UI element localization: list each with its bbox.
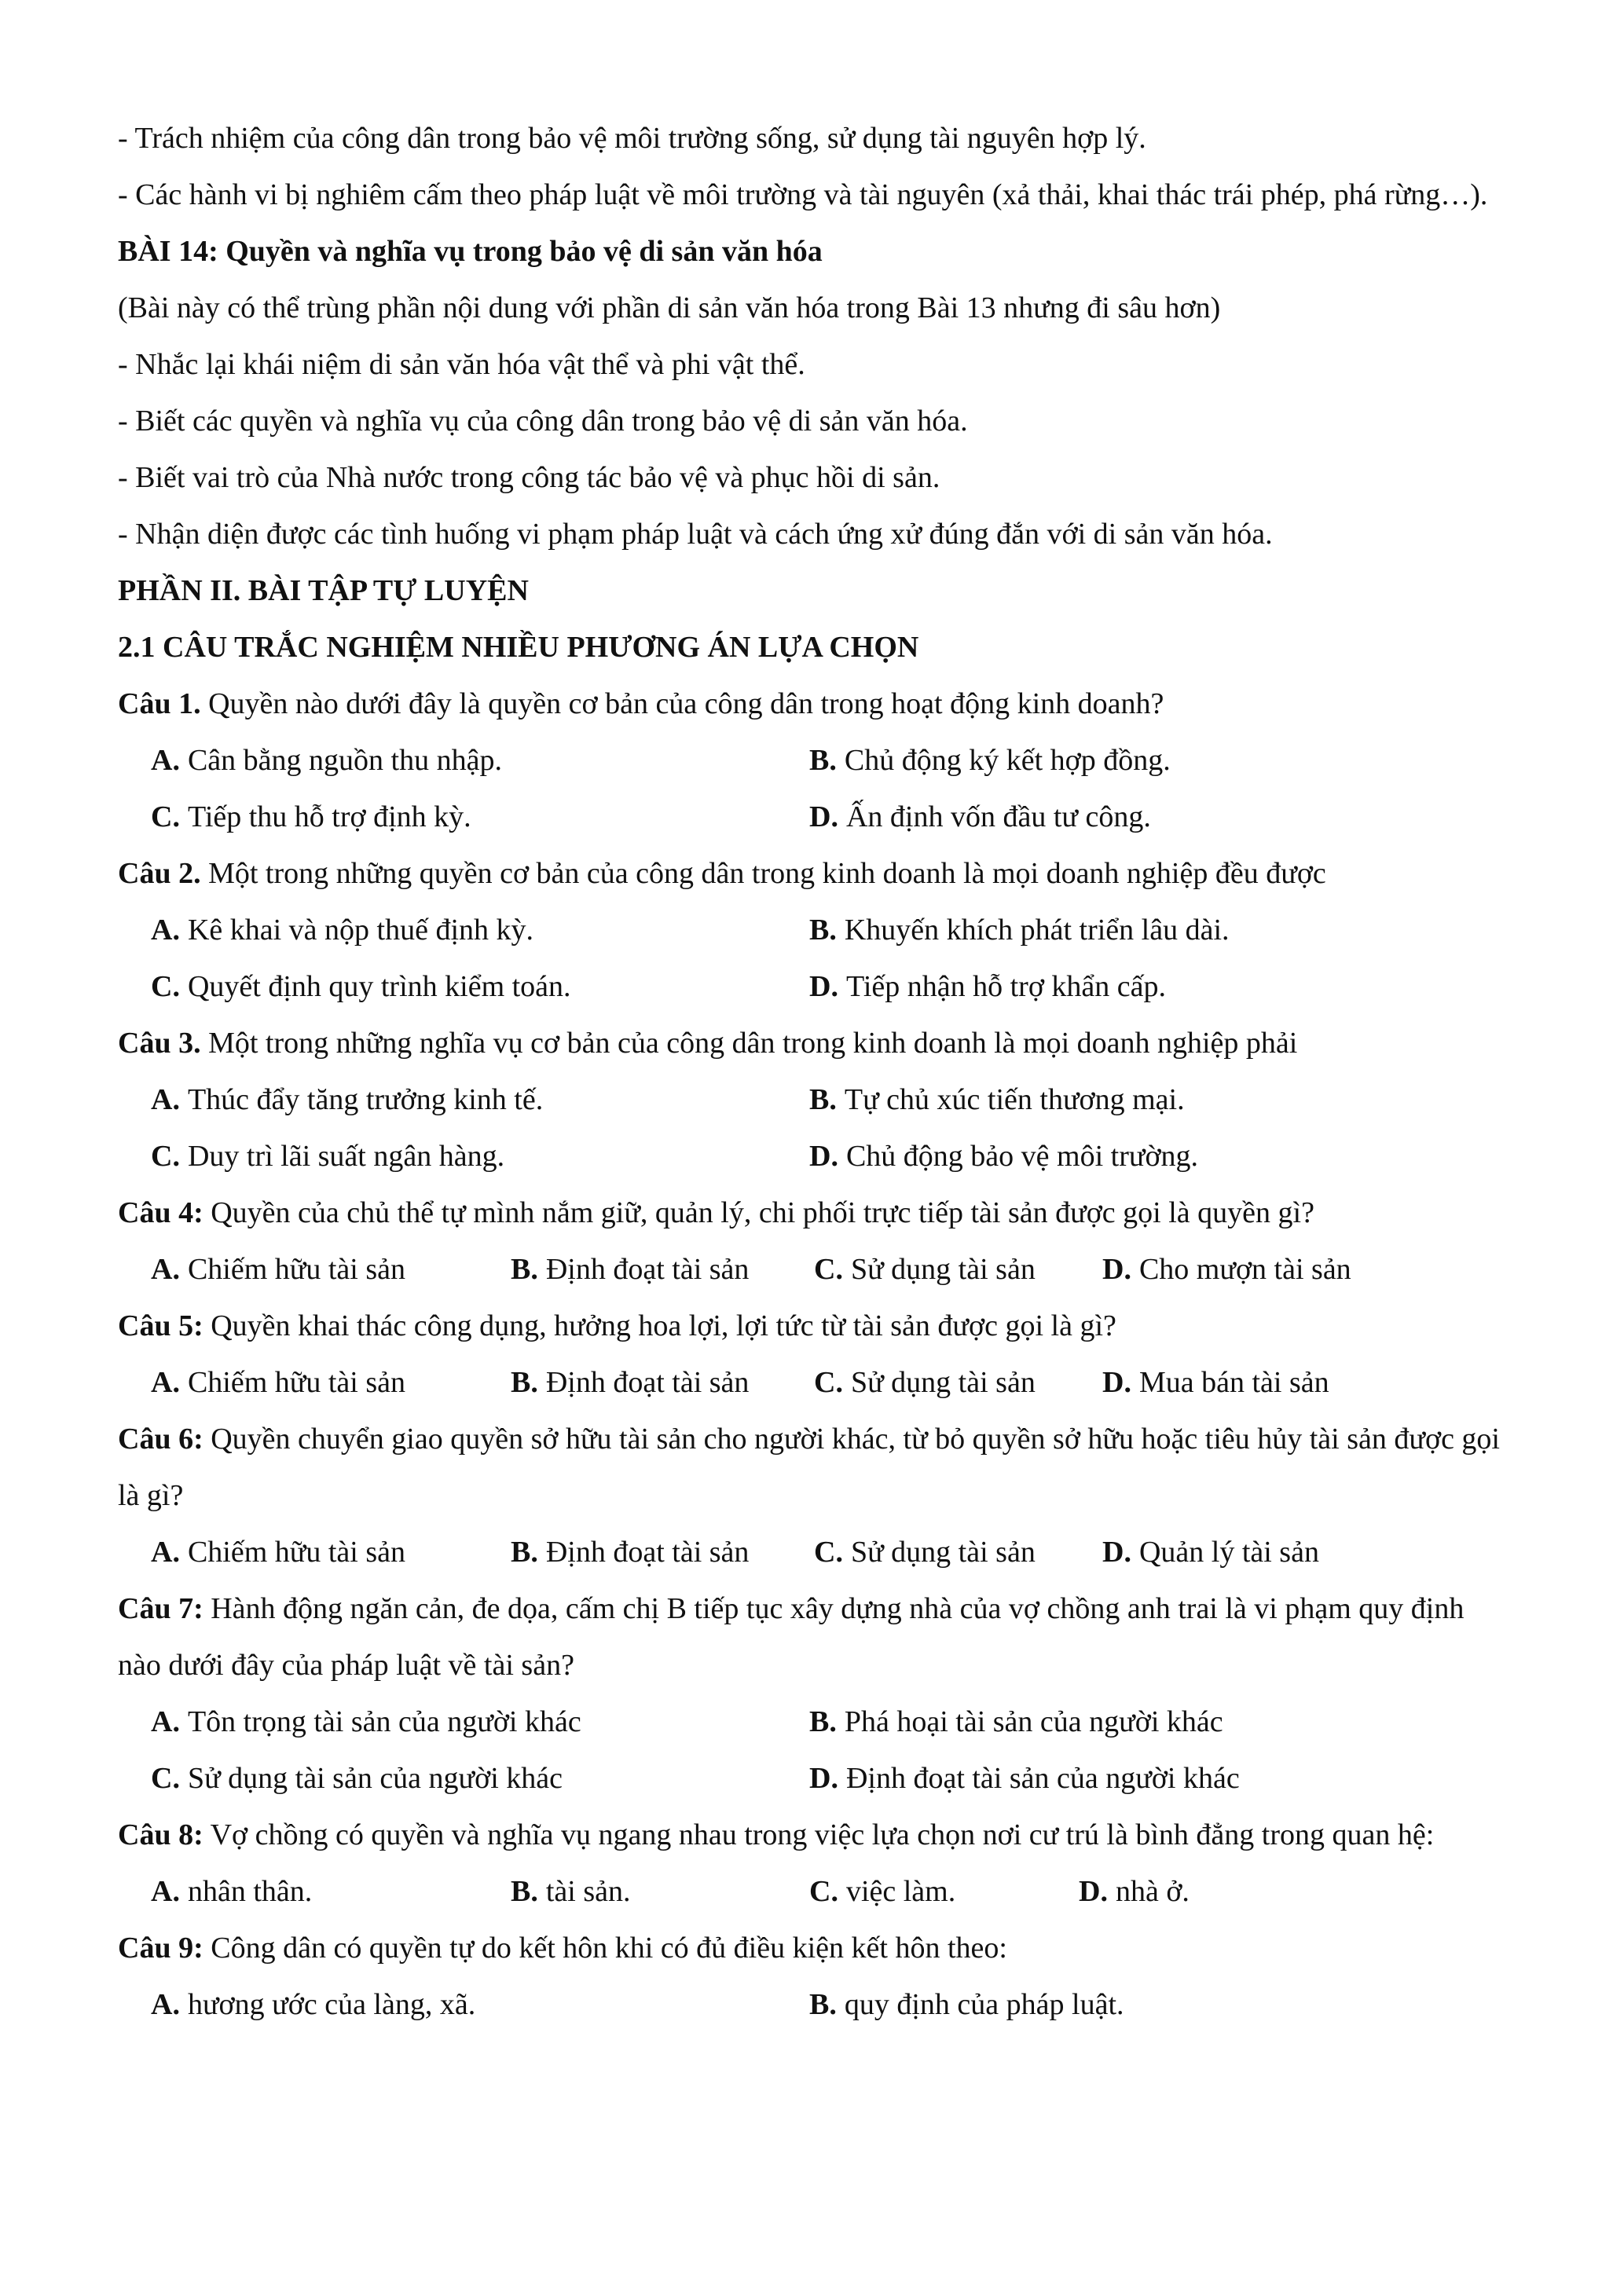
option-b[interactable]: B. tài sản.	[511, 1875, 631, 1908]
option-a[interactable]: A. hương ước của làng, xã.	[151, 1988, 476, 2021]
bai14-line-3: - Biết các quyền và nghĩa vụ của công dân trong bảo vệ di sản văn hóa.	[118, 405, 968, 438]
question-label: Câu 4	[118, 1196, 194, 1229]
options-row	[118, 1976, 1506, 2033]
option-a[interactable]: A. Chiếm hữu tài sản	[151, 1366, 406, 1399]
option-d[interactable]: D. Cho mượn tài sản	[1102, 1253, 1351, 1286]
option-c[interactable]: C. Sử dụng tài sản của người khác	[151, 1762, 563, 1795]
bai14-line-4: - Biết vai trò của Nhà nước trong công tác bảo vệ và phục hồi di sản.	[118, 461, 940, 494]
option-b[interactable]: B. quy định của pháp luật.	[809, 1988, 1124, 2021]
option-a[interactable]: A. Chiếm hữu tài sản	[151, 1253, 406, 1286]
section-title: 2.1 CÂU TRẮC NGHIỆM NHIỀU PHƯƠNG ÁN LỰA CHỌN	[118, 631, 919, 664]
question-label: Câu 9	[118, 1932, 194, 1965]
option-c[interactable]: C. Sử dụng tài sản	[814, 1366, 1036, 1399]
options-row	[118, 1863, 1506, 1920]
option-d[interactable]: D. Mua bán tài sản	[1102, 1366, 1329, 1399]
question-label: Câu 2	[118, 857, 194, 890]
option-d[interactable]: D. Tiếp nhận hỗ trợ khẩn cấp.	[809, 970, 1167, 1003]
bai14-title: BÀI 14: Quyền và nghĩa vụ trong bảo vệ di sản văn hóa	[118, 235, 823, 268]
option-c[interactable]: C. Sử dụng tài sản	[814, 1253, 1036, 1286]
question-label: Câu 8	[118, 1818, 194, 1851]
option-c[interactable]: C. Duy trì lãi suất ngân hàng.	[151, 1140, 505, 1173]
option-b[interactable]: B. Phá hoại tài sản của người khác	[809, 1705, 1223, 1738]
option-a[interactable]: A. Chiếm hữu tài sản	[151, 1536, 406, 1569]
option-d[interactable]: D. nhà ở.	[1079, 1875, 1190, 1908]
option-a[interactable]: A. Tôn trọng tài sản của người khác	[151, 1705, 581, 1738]
question-6: Câu 6: Quyền chuyển giao quyền sở hữu tài sản cho người khác, từ bỏ quyền sở hữu hoặc tiêu hủy tài sản được gọi là gì?	[118, 1423, 1500, 1512]
option-b[interactable]: B. Định đoạt tài sản	[511, 1536, 750, 1569]
question-2: Câu 2. Một trong những quyền cơ bản của công dân trong kinh doanh là mọi doanh nghiệp đều được	[118, 857, 1326, 890]
question-9: Câu 9: Công dân có quyền tự do kết hôn khi có đủ điều kiện kết hôn theo:	[118, 1932, 1007, 1965]
option-b[interactable]: B. Tự chủ xúc tiến thương mại.	[809, 1083, 1185, 1116]
option-a[interactable]: A. Cân bằng nguồn thu nhập.	[151, 744, 502, 777]
options-row	[118, 1524, 1506, 1580]
question-5: Câu 5: Quyền khai thác công dụng, hưởng hoa lợi, lợi tức từ tài sản được gọi là gì?	[118, 1309, 1116, 1342]
question-label: Câu 1	[118, 687, 194, 720]
bai14-line-1: (Bài này có thể trùng phần nội dung với phần di sản văn hóa trong Bài 13 nhưng đi sâu hơn)	[118, 291, 1221, 324]
bai14-line-5: - Nhận diện được các tình huống vi phạm pháp luật và cách ứng xử đúng đắn với di sản văn hóa.	[118, 518, 1273, 551]
question-text: Một trong những nghĩa vụ cơ bản của công dân trong kinh doanh là mọi doanh nghiệp phải	[208, 1027, 1298, 1060]
question-label: Câu 5	[118, 1309, 194, 1342]
options-row	[118, 958, 1506, 1015]
part2-title: PHẦN II. BÀI TẬP TỰ LUYỆN	[118, 574, 529, 607]
option-b[interactable]: B. Định đoạt tài sản	[511, 1366, 750, 1399]
options-row	[118, 732, 1506, 789]
intro-line-1: - Trách nhiệm của công dân trong bảo vệ môi trường sống, sử dụng tài nguyên hợp lý.	[118, 122, 1146, 155]
options-row	[118, 1241, 1506, 1298]
option-c[interactable]: C. việc làm.	[809, 1875, 956, 1908]
option-d[interactable]: D. Quản lý tài sản	[1102, 1536, 1319, 1569]
question-text: Hành động ngăn cản, đe dọa, cấm chị B tiếp tục xây dựng nhà của vợ chồng anh trai là vi phạm quy định nào dưới đây của pháp luật về tài sản?	[118, 1592, 1465, 1682]
question-text: Quyền nào dưới đây là quyền cơ bản của công dân trong hoạt động kinh doanh?	[208, 687, 1164, 720]
question-3: Câu 3. Một trong những nghĩa vụ cơ bản của công dân trong kinh doanh là mọi doanh nghiệp phải	[118, 1027, 1298, 1060]
option-c[interactable]: C. Tiếp thu hỗ trợ định kỳ.	[151, 800, 471, 833]
question-1: Câu 1. Quyền nào dưới đây là quyền cơ bản của công dân trong hoạt động kinh doanh?	[118, 687, 1164, 720]
options-row	[118, 1750, 1506, 1807]
question-text: Quyền chuyển giao quyền sở hữu tài sản cho người khác, từ bỏ quyền sở hữu hoặc tiêu hủy tài sản được gọi là gì?	[118, 1423, 1500, 1512]
question-label: Câu 6	[118, 1423, 194, 1456]
option-b[interactable]: B. Chủ động ký kết hợp đồng.	[809, 744, 1171, 777]
intro-line-2: - Các hành vi bị nghiêm cấm theo pháp luật về môi trường và tài nguyên (xả thải, khai thác trái phép, phá rừng…).	[118, 178, 1488, 211]
option-c[interactable]: C. Quyết định quy trình kiểm toán.	[151, 970, 571, 1003]
option-d[interactable]: D. Ấn định vốn đầu tư công.	[809, 800, 1151, 833]
option-a[interactable]: A. Kê khai và nộp thuế định kỳ.	[151, 914, 534, 947]
question-text: Công dân có quyền tự do kết hôn khi có đủ điều kiện kết hôn theo:	[211, 1932, 1007, 1965]
option-d[interactable]: D. Chủ động bảo vệ môi trường.	[809, 1140, 1199, 1173]
question-text: Một trong những quyền cơ bản của công dân trong kinh doanh là mọi doanh nghiệp đều được	[208, 857, 1326, 890]
options-row	[118, 1071, 1506, 1128]
option-b[interactable]: B. Khuyến khích phát triển lâu dài.	[809, 914, 1230, 947]
question-4: Câu 4: Quyền của chủ thể tự mình nắm giữ, quản lý, chi phối trực tiếp tài sản được gọi là quyền gì?	[118, 1196, 1314, 1229]
options-row	[118, 1128, 1506, 1185]
options-row	[118, 789, 1506, 845]
question-label: Câu 7	[118, 1592, 194, 1625]
question-text: Quyền khai thác công dụng, hưởng hoa lợi, lợi tức từ tài sản được gọi là gì?	[211, 1309, 1116, 1342]
options-row	[118, 1694, 1506, 1750]
option-d[interactable]: D. Định đoạt tài sản của người khác	[809, 1762, 1240, 1795]
options-row	[118, 1354, 1506, 1411]
bai14-line-2: - Nhắc lại khái niệm di sản văn hóa vật thể và phi vật thể.	[118, 348, 805, 381]
question-8: Câu 8: Vợ chồng có quyền và nghĩa vụ ngang nhau trong việc lựa chọn nơi cư trú là bình đẳng trong quan hệ:	[118, 1818, 1435, 1851]
question-label: Câu 3	[118, 1027, 194, 1060]
option-a[interactable]: A. nhân thân.	[151, 1875, 313, 1908]
options-row	[118, 902, 1506, 958]
option-a[interactable]: A. Thúc đẩy tăng trưởng kinh tế.	[151, 1083, 544, 1116]
option-b[interactable]: B. Định đoạt tài sản	[511, 1253, 750, 1286]
option-c[interactable]: C. Sử dụng tài sản	[814, 1536, 1036, 1569]
question-text: Quyền của chủ thể tự mình nắm giữ, quản lý, chi phối trực tiếp tài sản được gọi là quyền gì?	[211, 1196, 1314, 1229]
question-7: Câu 7: Hành động ngăn cản, đe dọa, cấm chị B tiếp tục xây dựng nhà của vợ chồng anh trai là vi phạm quy định nào dưới đây của pháp luật về tài sản?	[118, 1592, 1465, 1682]
question-text: Vợ chồng có quyền và nghĩa vụ ngang nhau trong việc lựa chọn nơi cư trú là bình đẳng trong quan hệ:	[210, 1818, 1435, 1851]
